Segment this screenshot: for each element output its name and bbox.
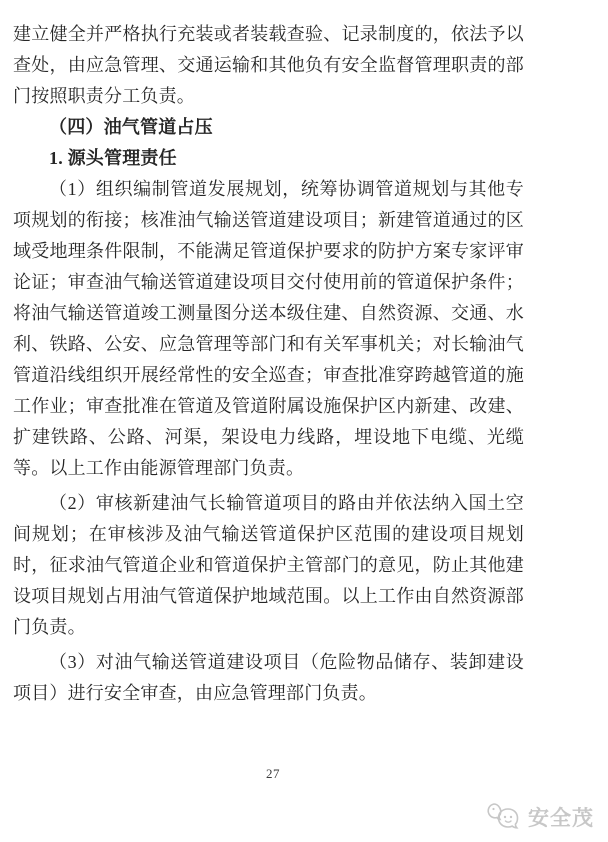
section-heading: （四）油气管道占压 [49,117,213,137]
page-number: 27 [266,766,280,781]
watermark-text: 安全茂 [528,807,594,830]
subsection-heading: 1. 源头管理责任 [49,148,177,168]
paragraph-item-3: （3）对油气输送管道建设项目（危险物品储存、装卸建设项目）进行安全审查，由应急管理部门负责。 [13,652,524,703]
document-body [13,19,524,709]
watermark [485,800,594,834]
paragraph-intro: 建立健全并严格执行充装或者装载查验、记录制度的，依法予以查处，由应急管理、交通运输和其他负有安全监督管理职责的部门按照职责分工负责。 [13,24,524,106]
mascot-icon [485,800,523,834]
paragraph-item-2: （2）审核新建油气长输管道项目的路由并依法纳入国土空间规划；在审核涉及油气输送管道保护区范围的建设项目规划时，征求油气管道企业和管道保护主管部门的意见，防止其他建设项目规划占用油气管道保护地域范围。以上工作由自然资源部门负责。 [13,493,524,637]
paragraph-item-1: （1）组织编制管道发展规划，统筹协调管道规划与其他专项规划的衔接；核准油气输送管道建设项目；新建管道通过的区域受地理条件限制，不能满足管道保护要求的防护方案专家评审论证；审查油气输送管道建设项目交付使用前的管道保护条件；将油气输送管道竣工测量图分送本级住建、自然资源、交通、水利、铁路、公安、应急管理等部门和有关军事机关；对长输油气管道沿线组织开展经常性的安全巡查；审查批准穿跨越管道的施工作业；审查批准在管道及管道附属设施保护区内新建、改建、扩建铁路、公路、河渠，架设电力线路，埋设地下电缆、光缆等。以上工作由能源管理部门负责。 [13,179,524,478]
